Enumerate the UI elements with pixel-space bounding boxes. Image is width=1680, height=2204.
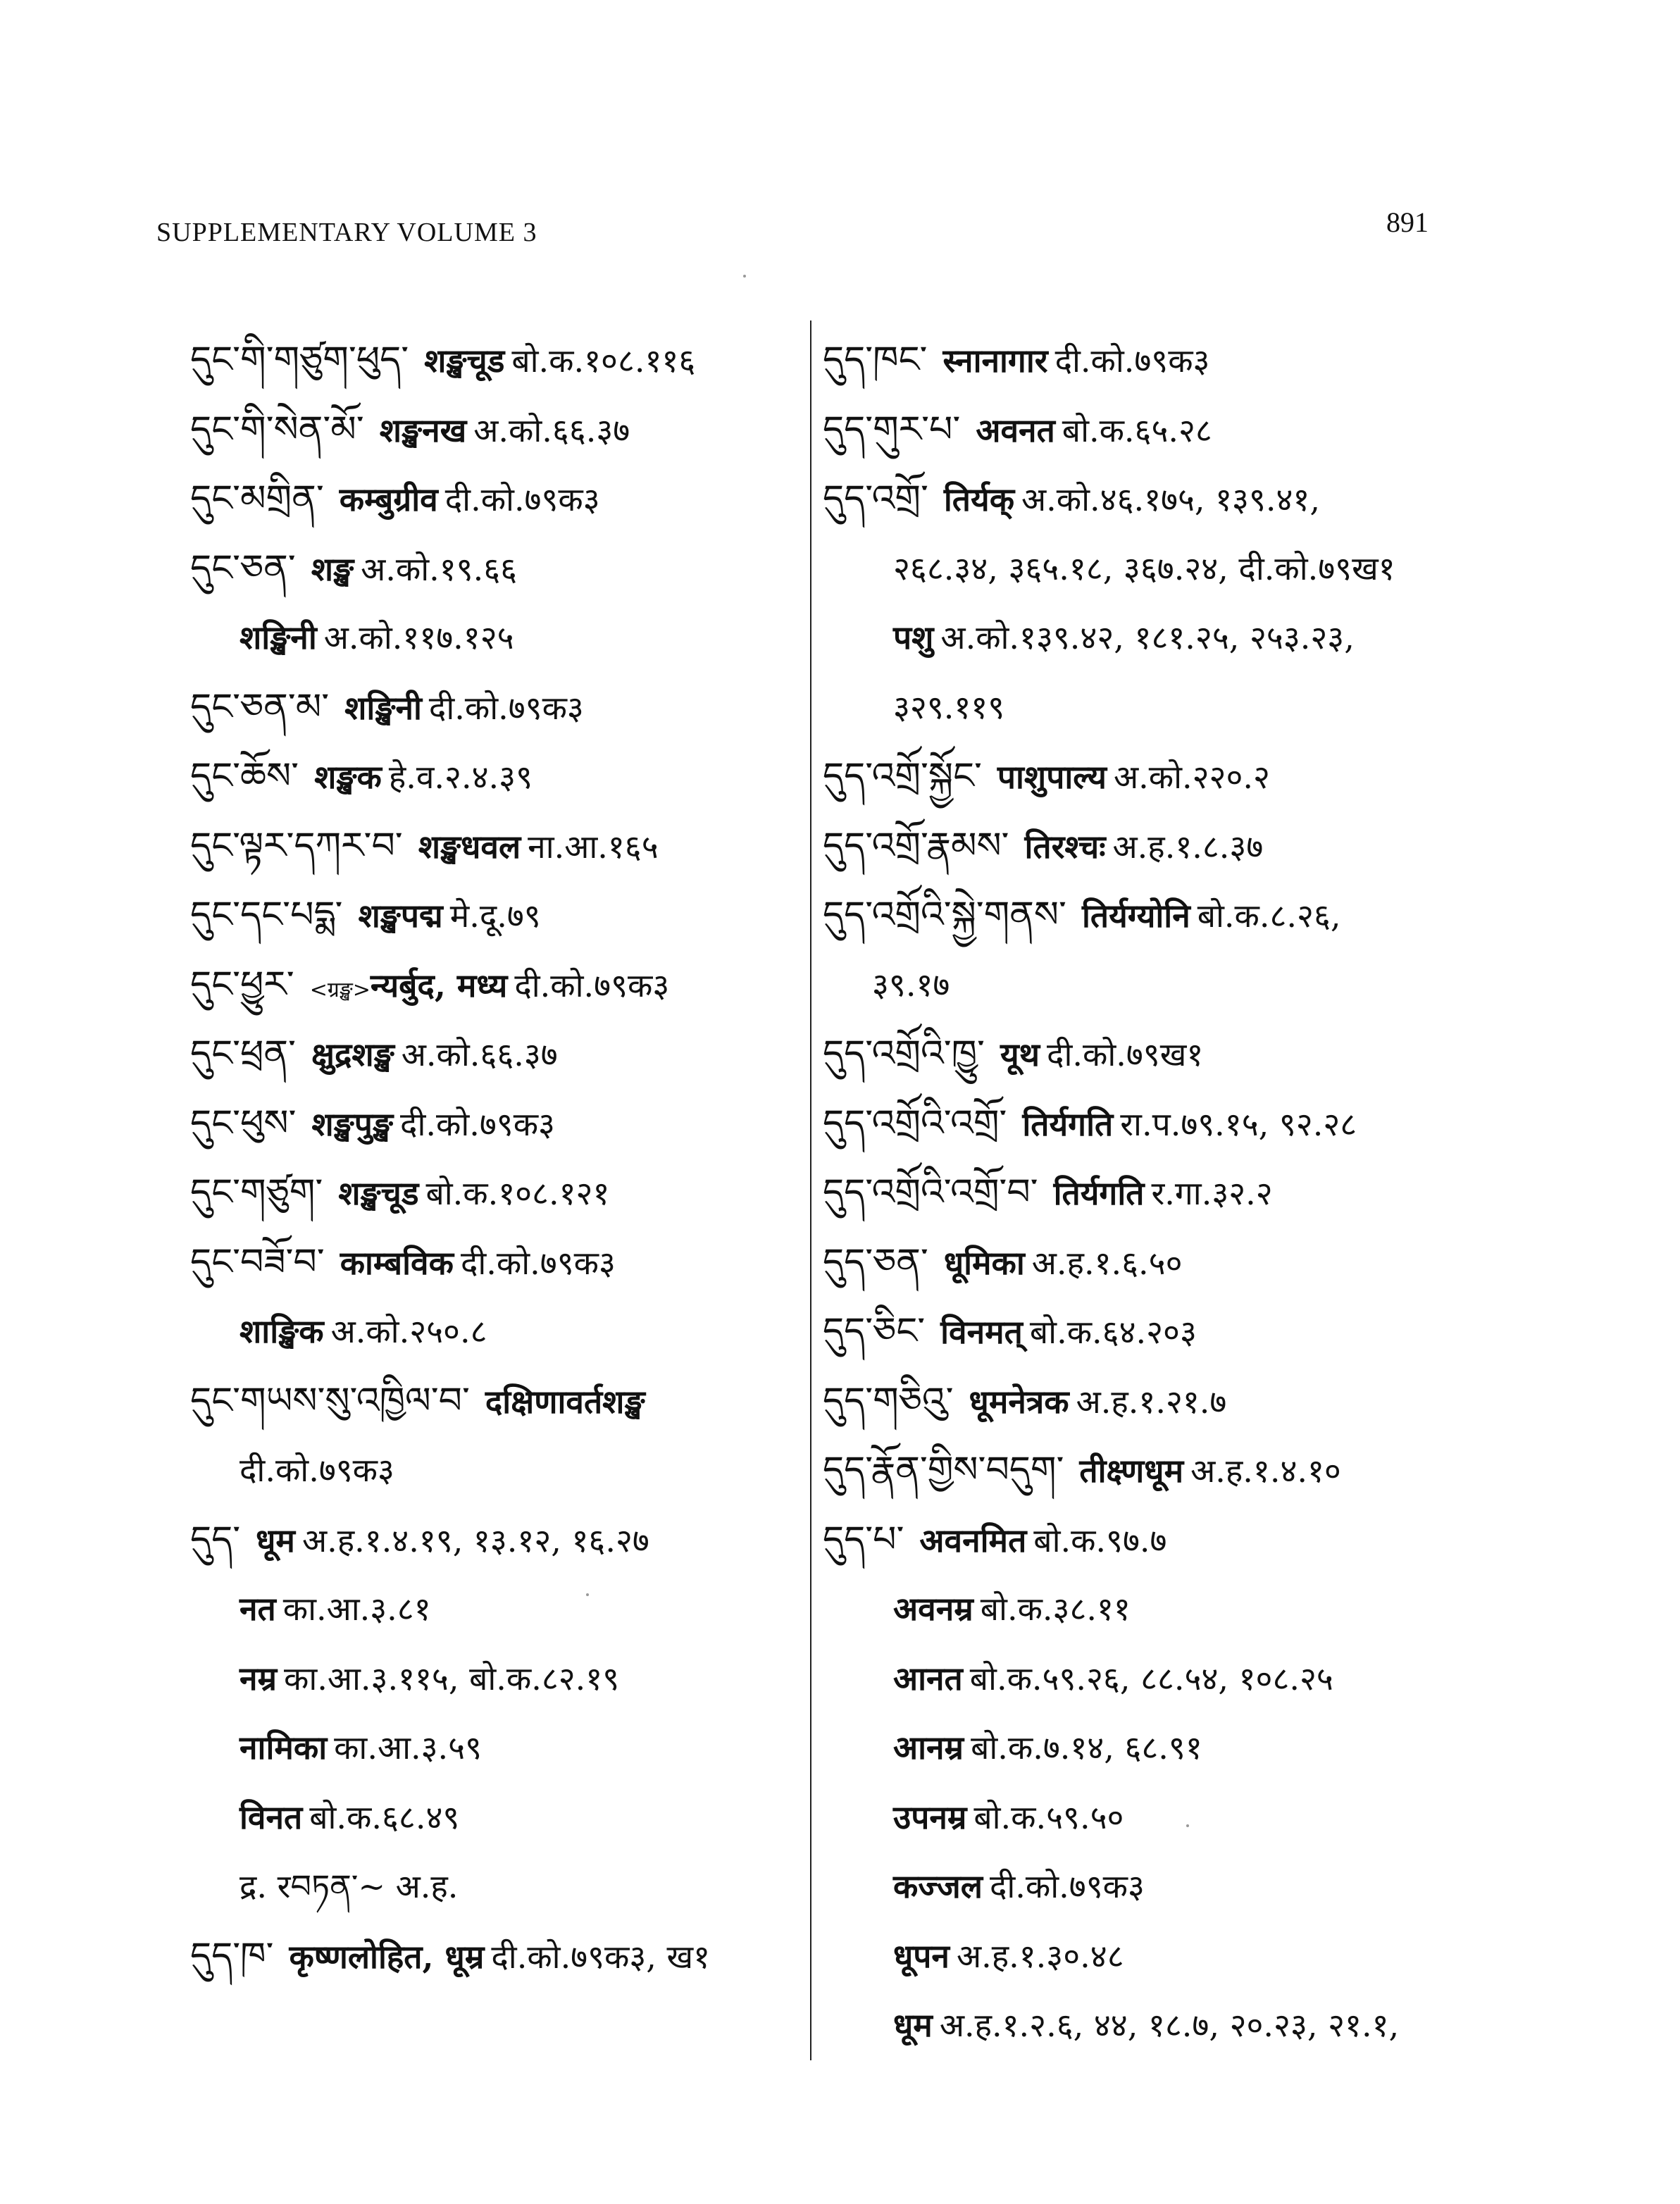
- dictionary-entry-line: [823, 880, 1457, 950]
- dictionary-entry-line: [823, 1366, 1457, 1436]
- dictionary-entry-line: [823, 1852, 1457, 1922]
- sanskrit-term: शङ्खपुङ्ख: [311, 1104, 394, 1143]
- dictionary-entry-line: [190, 1089, 796, 1159]
- tibetan-headword: དུད་འགྲོ་རྣམས་: [823, 824, 1009, 867]
- sanskrit-term: शङ्खधवल: [418, 827, 521, 866]
- sanskrit-term: न्यर्बुद, मध्य: [370, 966, 508, 1004]
- dictionary-entry-line: [190, 1713, 796, 1783]
- tibetan-headword: དུང་ཅན་: [190, 547, 296, 590]
- source-reference: दी.को.७९क३: [444, 480, 600, 518]
- page-header-title: SUPPLEMENTARY VOLUME 3: [156, 218, 537, 247]
- dictionary-entry-line: [190, 1505, 796, 1575]
- sanskrit-term: काम्बविक: [340, 1243, 454, 1282]
- dictionary-entry-line: [190, 1574, 796, 1644]
- tibetan-headword: དུང་ཕུས་: [190, 1102, 297, 1145]
- source-reference: दी.को.७९क३: [400, 1104, 555, 1143]
- tibetan-headword: དུད་ཁང་: [823, 339, 928, 381]
- source-reference: का.आ.३.८१: [282, 1590, 431, 1628]
- dictionary-entry-line: [190, 1852, 796, 1922]
- source-reference: हे.व.२.४.३९: [388, 758, 533, 796]
- tibetan-headword: དུད་གུར་པ་: [823, 408, 961, 451]
- dictionary-entry-line: [823, 1436, 1457, 1505]
- scan-speck: [586, 1593, 589, 1596]
- dictionary-entry-line: [823, 603, 1457, 673]
- source-reference: बो.क.१०८.११६: [511, 342, 696, 380]
- source-reference: दी.को.७९क३: [1054, 342, 1210, 380]
- sanskrit-term: तिरश्चः: [1024, 827, 1106, 866]
- tibetan-headword: དུང་ཕྲན་: [190, 1033, 296, 1075]
- source-reference: अ.को.२२०.२: [1113, 758, 1270, 796]
- source-reference: अ.को.११७.१२५: [323, 618, 514, 656]
- tibetan-headword: དུད་འགྲོའི་འགྲོ་: [823, 1102, 1007, 1145]
- scan-speck: [1186, 1824, 1189, 1827]
- source-reference: दी.को.७९ख१: [1047, 1035, 1204, 1073]
- sanskrit-term: अवनत: [976, 411, 1055, 449]
- dictionary-entry-line: [823, 950, 1457, 1020]
- sanskrit-term: नामिका: [239, 1729, 328, 1767]
- tibetan-headword: དུང་ཆོས་: [190, 755, 299, 797]
- sanskrit-term: यूथ: [1000, 1035, 1040, 1073]
- dictionary-entry-line: [823, 1922, 1457, 1991]
- source-reference: बो.क.९७.७: [1033, 1521, 1167, 1559]
- source-reference: अ.ह.१.४.१०: [1190, 1452, 1341, 1490]
- source-reference: मे.दू.७९: [449, 897, 541, 935]
- sanskrit-term: तिर्यक्: [943, 480, 1015, 518]
- dictionary-entry-line: [823, 1991, 1457, 2060]
- sanskrit-term: शङ्ख: [311, 549, 354, 588]
- tibetan-headword: དུང་བཟོ་བ་: [190, 1240, 325, 1283]
- sanskrit-term: उपनम्र: [893, 1798, 967, 1836]
- sanskrit-term: दक्षिणावर्तशङ्ख: [485, 1382, 645, 1421]
- entry-note: <ग्रङ्ख>: [309, 977, 371, 1002]
- sanskrit-term: कृष्णलोहित, धूम्र: [289, 1937, 485, 1976]
- tibetan-headword: དུད་གཅིའུ་: [823, 1379, 954, 1422]
- source-reference: बो.क.६४.२०३: [1029, 1313, 1197, 1351]
- dictionary-entry-line: [823, 1019, 1457, 1089]
- dictionary-entry-line: [190, 811, 796, 881]
- dictionary-entry-line: [190, 673, 796, 742]
- sanskrit-term: धूपन: [893, 1936, 950, 1975]
- sanskrit-term: शाङ्खिक: [239, 1312, 324, 1350]
- sanskrit-term: शङ्खिनी: [239, 618, 317, 656]
- source-reference: बो.क.७.१४, ६८.९१: [971, 1729, 1202, 1767]
- dictionary-entry-line: [823, 811, 1457, 881]
- sanskrit-term: धूम: [256, 1521, 295, 1559]
- dictionary-entry-line: [823, 1297, 1457, 1366]
- tibetan-headword: དུད་ཁ་: [190, 1934, 274, 1977]
- right-column: [823, 325, 1457, 2060]
- source-reference: बो.क.५९.५०: [973, 1798, 1124, 1836]
- sanskrit-term: शङ्खचूड: [338, 1174, 419, 1212]
- dictionary-entry-line: [190, 1366, 796, 1436]
- source-reference: ३९.१७: [872, 965, 950, 1004]
- source-reference: बो.क.६५.२८: [1062, 411, 1212, 449]
- sanskrit-term: पशु: [893, 618, 934, 656]
- source-reference: अ.ह.१.२१.७: [1076, 1382, 1227, 1421]
- dictionary-entry-line: [190, 603, 796, 673]
- source-reference: २६८.३४, ३६५.१८, ३६७.२४, दी.को.७९ख१: [893, 549, 1395, 587]
- dictionary-entry-line: [823, 673, 1457, 742]
- dictionary-entry-line: [190, 950, 796, 1020]
- dictionary-entry-line: [823, 1505, 1457, 1575]
- tibetan-headword: དུང་ལྟར་དཀར་བ་: [190, 824, 403, 867]
- dictionary-entry-line: [823, 1089, 1457, 1159]
- source-reference: र.गा.३२.२: [1151, 1174, 1273, 1212]
- tibetan-headword: དུད་: [190, 1518, 241, 1561]
- dictionary-entry-line: [823, 1228, 1457, 1297]
- source-reference: का.आ.३.११५, बो.क.८२.१९: [284, 1659, 620, 1698]
- source-reference: अ.ह.१.४.१९, १३.१२, १६.२७: [301, 1521, 649, 1559]
- sanskrit-term: नत: [239, 1590, 276, 1628]
- dictionary-entry-line: [190, 1019, 796, 1089]
- sanskrit-term: कज्जल: [893, 1867, 983, 1905]
- tibetan-headword: དུང་དང་པདྨ་: [190, 894, 343, 936]
- sanskrit-term: शङ्खचूड: [424, 342, 505, 380]
- source-reference: अ.को.४६.१७५, १३९.४१,: [1021, 480, 1320, 518]
- dictionary-entry-line: [190, 534, 796, 604]
- sanskrit-term: विनमत्: [940, 1313, 1023, 1351]
- dictionary-entry-line: [190, 1783, 796, 1853]
- source-reference: दी.को.७९क३: [514, 966, 670, 1004]
- dictionary-entry-line: [823, 325, 1457, 395]
- sanskrit-term: शङ्खक: [314, 758, 382, 796]
- sanskrit-term: शङ्खनख: [379, 411, 467, 449]
- dictionary-entry-line: [823, 395, 1457, 465]
- sanskrit-term: शङ्खिनी: [344, 688, 422, 727]
- dictionary-entry-line: [190, 395, 796, 465]
- tibetan-headword: དུད་འགྲོའི་འགྲོ་བ་: [823, 1171, 1038, 1214]
- tibetan-headword: དུད་རྣོན་གྱིས་བདུག་: [823, 1449, 1064, 1491]
- source-reference: बो.क.३८.११: [980, 1590, 1131, 1628]
- source-reference: अ.ह.१.३०.४८: [956, 1936, 1124, 1975]
- source-reference: ३२९.११९: [893, 687, 1005, 726]
- source-reference: का.आ.३.५९: [334, 1729, 482, 1767]
- dictionary-entry-line: [823, 1644, 1457, 1714]
- source-reference: अ.ह.१.२.६, ४४, १८.७, २०.२३, २१.१,: [939, 2006, 1400, 2044]
- sanskrit-term: शङ्खपद्म: [358, 897, 443, 935]
- sanskrit-term: धूम: [893, 2006, 933, 2044]
- dictionary-entry-line: [823, 1783, 1457, 1853]
- source-reference: अ.को.२५०.८: [330, 1312, 487, 1350]
- source-reference: बो.क.६८.४९: [309, 1798, 460, 1836]
- dictionary-entry-line: [190, 1922, 796, 1991]
- scan-speck: [743, 275, 746, 278]
- tibetan-headword: དུང་གི་སེན་མོ་: [190, 408, 364, 451]
- tibetan-headword: དུད་འགྲོའི་ཁྱུ་: [823, 1033, 985, 1075]
- source-reference: दी.को.७९क३: [460, 1243, 616, 1282]
- sanskrit-term: धूमिका: [943, 1243, 1025, 1282]
- dictionary-entry-line: [190, 1158, 796, 1228]
- sanskrit-term: पाशुपाल्य: [997, 758, 1107, 796]
- sanskrit-term: क्षुद्रशङ्ख: [311, 1035, 394, 1073]
- dictionary-entry-line: [823, 742, 1457, 811]
- sanskrit-term: अवनम्र: [893, 1590, 973, 1628]
- tibetan-headword: དུང་གཡས་སུ་འཁྱིལ་བ་: [190, 1379, 470, 1422]
- sanskrit-term: तिर्यगति: [1053, 1174, 1145, 1212]
- dictionary-entry-line: [190, 742, 796, 811]
- dictionary-entry-line: [823, 1158, 1457, 1228]
- sanskrit-term: तीक्ष्णधूम: [1079, 1452, 1184, 1490]
- sanskrit-term: कम्बुग्रीव: [339, 480, 438, 518]
- page-number: 891: [1386, 206, 1429, 238]
- left-column: [190, 325, 796, 1991]
- sanskrit-term: आनत: [893, 1659, 963, 1698]
- dictionary-entry-line: [190, 325, 796, 395]
- sanskrit-term: तिर्यग्योनि: [1081, 897, 1190, 935]
- source-reference: अ.को.६६.३७: [401, 1035, 558, 1073]
- dictionary-entry-line: [190, 1297, 796, 1366]
- source-reference: बो.क.१०८.१२१: [425, 1174, 610, 1212]
- sanskrit-term: तिर्यगति: [1022, 1104, 1114, 1143]
- tibetan-headword: དུད་འགྲོ་སྐྱོང་: [823, 755, 982, 797]
- dictionary-entry-line: [190, 1436, 796, 1505]
- tibetan-headword: དུང་གཙུག་: [190, 1171, 323, 1214]
- source-reference: अ.ह.१.८.३७: [1112, 827, 1264, 866]
- source-reference: अ.को.६६.३७: [473, 411, 630, 449]
- dictionary-entry-line: [190, 1644, 796, 1714]
- source-reference: बो.क.५९.२६, ८८.५४, १०८.२५: [969, 1659, 1333, 1698]
- tibetan-headword: དུང་གི་གཙུག་ཕུད་: [190, 339, 409, 381]
- column-divider: [810, 320, 811, 2060]
- tibetan-headword: དུད་ཅིང་: [823, 1310, 926, 1352]
- source-reference: दी.को.७९क३: [239, 1451, 394, 1489]
- dictionary-entry-line: [190, 880, 796, 950]
- dictionary-entry-line: [823, 534, 1457, 604]
- dictionary-entry-line: [823, 1713, 1457, 1783]
- source-reference: दी.को.७९क३: [428, 688, 584, 727]
- source-reference: अ.को.१९.६६: [361, 549, 518, 588]
- source-reference: दी.को.७९क३: [989, 1867, 1145, 1905]
- sanskrit-term: धूमनेत्रक: [969, 1382, 1069, 1421]
- sanskrit-term: अवनमित: [919, 1521, 1027, 1559]
- tibetan-headword: དུད་འགྲོ་: [823, 478, 928, 520]
- tibetan-headword: དུད་པ་: [823, 1518, 904, 1561]
- tibetan-headword: དུང་ཕྱུར་: [190, 963, 294, 1006]
- source-reference: दी.को.७९क३, ख१: [491, 1937, 711, 1976]
- tibetan-headword: དུང་ཅན་མ་: [190, 685, 330, 728]
- sanskrit-term: आनम्र: [893, 1729, 964, 1767]
- source-reference: अ.ह.१.६.५०: [1031, 1243, 1183, 1282]
- sanskrit-term: विनत: [239, 1798, 303, 1836]
- source-reference: अ.को.१३९.४२, १८१.२५, २५३.२३,: [940, 618, 1355, 656]
- source-reference: ना.आ.१६५: [528, 827, 659, 866]
- dictionary-entry-line: [823, 1574, 1457, 1644]
- source-reference: द्र. रབཏན་~ अ.ह.: [239, 1867, 459, 1905]
- tibetan-headword: དུད་འགྲོའི་སྐྱེ་གནས་: [823, 894, 1066, 936]
- dictionary-entry-line: [190, 1228, 796, 1297]
- sanskrit-term: स्नानागार: [942, 342, 1048, 380]
- source-reference: रा.प.७९.१५, ९२.२८: [1120, 1104, 1357, 1143]
- tibetan-headword: དུད་ཅན་: [823, 1240, 928, 1283]
- dictionary-entry-line: [190, 464, 796, 534]
- sanskrit-term: नम्र: [239, 1659, 278, 1698]
- tibetan-headword: དུང་མགྲིན་: [190, 478, 324, 520]
- source-reference: बो.क.८.२६,: [1197, 897, 1341, 935]
- dictionary-entry-line: [823, 464, 1457, 534]
